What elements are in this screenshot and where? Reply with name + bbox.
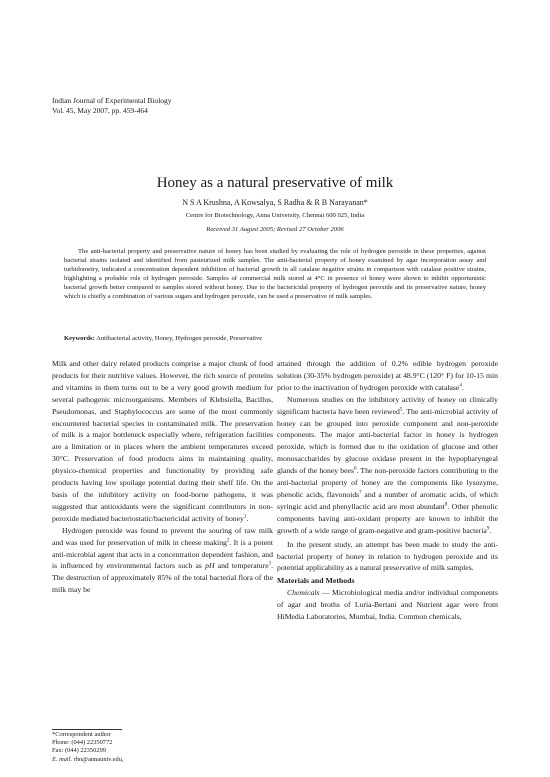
ref-1: 1: [243, 514, 247, 520]
phone-note: Phone: (044) 22350772: [52, 739, 113, 747]
chemicals-label: Chemicals: [287, 588, 320, 598]
right-p2-text-c: . The non-peroxide factors contributing to the anti-bacterial property of honey are the components like lysozyme, phenolic acids, flavonoids: [277, 466, 498, 499]
keywords-label: Keywords:: [64, 335, 95, 342]
right-paragraph-3: In the present study, an attempt has been made to study the anti-bacterial property of honey in relation to hydrogen peroxide and its potential applicability as a natural preservative of milk samples.: [277, 539, 498, 573]
left-p1-end: .: [246, 513, 249, 523]
left-p1-text: Milk and other dairy related products comprise a major chunk of food products for their nutritive values. However, the rich source of proteins and vitamins in them turns out to be a very good growth medium for several pathogenic microorganisms. Members of Klebsiella, Bacillus, Pseudomonas, and Staphylococcus are some of the most commonly encountered bacterial species in contaminated milk. The preservation of milk is a major bottleneck especially where, refrigeration facilities are a limitation or in places where the ambient temperatures exceed 30°C. Preservation of food products aims in maintaining quality, physico-chemical properties and functionality by providing safe products having low spoilage potential during their shelf life. On the basis of the inhibitory activity on food-borne pathogens, it was suggested that antioxidants were the significant contributors in non-peroxide mediated bacteriostatic/bactericidal activity of honey: [52, 359, 273, 523]
section-heading: Materials and Methods: [277, 576, 355, 586]
chemicals-paragraph: [277, 587, 498, 623]
email-address: rbn@annauniv.edu,: [72, 755, 124, 763]
keywords-text: Antibacterial activity, Honey, Hydrogen peroxide, Preservative: [96, 335, 263, 342]
article-title: Honey as a natural preservative of milk: [156, 175, 394, 191]
left-paragraph-2: [52, 525, 273, 596]
ph-term: pH: [205, 561, 215, 571]
journal-issue: Vol. 45, May 2007, pp. 459-464: [52, 106, 148, 115]
abstract: The anti-bacterial property and preservative nature of honey has been studied by evaluating the role of hydrogen peroxide in these properties, against bacterial strains isolated and identified from pasteurized milk samples. The anti-bacterial property of honey examined by agar incorporation assay and turbidometry, indicated a concentration dependent inhibition of bacterial growth in all catalase negative strains in comparison with catalase positive strains, highlighting a probable role of hydrogen peroxide. Samples of commercial milk stored at 4°C in presence of honey were shown to inhibit opportunistic bacterial growth better compared to samples stored without honey. Due to the bactericidal property of hydrogen peroxide and its preservative nature, honey which is chiefly a combination of various sugars and hydrogen peroxide, can be used a preservative of milk samples.: [64, 248, 486, 300]
ref-4: 4: [459, 383, 462, 389]
email-note: [52, 756, 124, 764]
ref-2: 2: [226, 538, 230, 544]
keywords: [64, 335, 486, 342]
right-p1-end: .: [461, 382, 464, 392]
fax-note: Fax: (044) 22350299: [52, 747, 106, 755]
right-p2-text-d: and a number of aromatic acids, of which syringic acid and phenyllactic acid are most abundant: [277, 489, 498, 511]
correspondent-note: *Correspondent author: [52, 731, 111, 738]
email-label: E. mail.: [52, 755, 73, 763]
chemicals-text: — Microbiological media and/or individual components of agar and broths of Luria-Bertani and Nutrient agar were from HiMedia Laboratories, Mumbai, India. Common chemicals,: [277, 588, 498, 622]
ref-5: 5: [399, 407, 403, 413]
left-p2-text-a: Hydrogen peroxide was found to prevent the souring of raw milk and was used for preservation of milk in cheese making: [52, 525, 273, 547]
right-p2-text-e: . Other phenolic components having anti-oxidant property are known to inhibit the growth of a wide range of gram-negative and gram-positive bacteria: [277, 501, 498, 535]
affiliation: Centre for Biotechnology, Anna University, Chennai 600 025, India: [185, 212, 365, 219]
left-p2-text-c: and temperature: [217, 561, 269, 571]
right-paragraph-1: [277, 358, 498, 394]
journal-header: [52, 96, 172, 116]
ref-8: 8: [444, 502, 448, 508]
left-p2-text-b: . It is a potent anti-microbial agent that acts in a concentration dependent fashion, and is influenced by environmental factors such as: [52, 537, 273, 571]
right-p1-text: attained through the addition of 0.2% edible hydrogen peroxide solution (30-35% hydrogen peroxide) at 48.9°C (120° F) for 10-15 min prior to the inactivation of hydrogen peroxide with catalase: [277, 359, 498, 392]
ref-6: 6: [353, 466, 357, 472]
author-list: N S A Krushna, A Kowsalya, S Radha & R B Narayanan*: [182, 198, 368, 207]
right-p2-end: .: [489, 525, 492, 535]
left-paragraph-1: [52, 358, 273, 525]
footnotes: [52, 731, 124, 764]
ref-7: 7: [359, 490, 362, 496]
right-paragraph-2: [277, 394, 498, 537]
right-p2-text-b: . The anti-microbial activity of honey can be grouped into peroxide component and non-peroxide components. The major anti-bacterial factor in honey is hydrogen peroxide, which is formed due to the oxidation of glucose and other monosaccharides by glucose oxidase present in the hypopharyngeal glands of the honey bees: [277, 406, 498, 476]
ref-9: 9: [486, 526, 490, 532]
left-p2-text-d: . The destruction of approximately 85% of the total bacterial flora of the milk may be: [52, 561, 274, 595]
right-column: [277, 358, 498, 623]
left-column: [52, 358, 273, 596]
journal-name: Indian Journal of Experimental Biology: [52, 96, 172, 105]
received-dates: Received 31 August 2005; Revised 27 October 2006: [206, 226, 344, 233]
right-p2-text-a: Numerous studies on the inhibitory activity of honey on clinically significant bacteria have been reviewed: [277, 394, 498, 416]
ref-3: 3: [268, 561, 272, 567]
footnote-divider: [52, 729, 122, 730]
